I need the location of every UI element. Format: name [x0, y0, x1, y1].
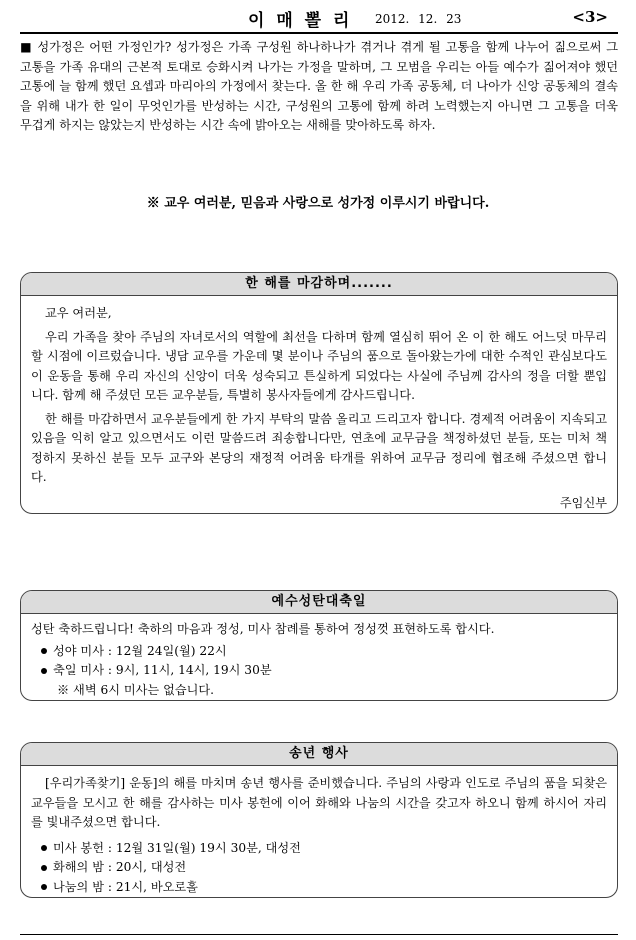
masthead-title: 이 매 뽈 리	[248, 11, 353, 31]
signature: 주임신부	[559, 495, 607, 510]
christmas-note: ※ 새벽 6시 미사는 없습니다.	[57, 682, 215, 697]
year-end-event-box	[20, 742, 618, 898]
bullet-icon	[41, 865, 47, 871]
christmas-title: 예수성탄대축일	[21, 591, 617, 614]
year-end-event-title: 송년 행사	[21, 743, 617, 766]
bullet-icon	[41, 884, 47, 890]
intro-closing: ※ 교우 여러분, 믿음과 사랑으로 성가정 이루시기 바랍니다.	[146, 196, 490, 211]
year-end-event-list	[31, 839, 607, 898]
list-item: 축일 미사 : 9시, 11시, 14시, 19시 30분	[41, 661, 607, 681]
list-item: 미사 봉헌 : 12월 31일(월) 19시 30분, 대성전	[41, 839, 607, 859]
footer-rule	[20, 934, 618, 935]
year-end-message-box	[20, 272, 618, 514]
christmas-mass-list	[31, 642, 607, 701]
christmas-intro: 성탄 축하드립니다! 축하의 마음과 정성, 미사 참례를 통하여 정성껏 표현하도록 합시다.	[31, 622, 495, 636]
year-end-event-intro: [우리가족찾기] 운동]의 해를 마치며 송년 행사를 준비했습니다. 주님의 사랑과 인도로 주님의 품을 되찾은 교우들을 모시고 한 해를 감사하는 미사 봉헌에 이어 화해와 나눔의 시간을 갖고자 하오니 함께 하시어 자리를 빛내주셨으면 합니다.	[31, 776, 607, 829]
year-end-paragraph-1: 우리 가족을 찾아 주님의 자녀로서의 역할에 최선을 다하며 함께 열심히 뛰어 온 이 한 해도 어느덧 마무리할 시점에 이르렀습니다. 냉담 교우를 가운데 몇 분이나 주님의 품으로 돌아왔는가에 대한 수적인 관심보다도 이 운동을 통해 우리 자신의 신앙이 더욱 성숙되고 튼실하게 되었다는 사실에 주님께 감사의 정을 더할 뿐입니다. 함께 해 주셨던 모든 교우분들, 특별히 봉사자들에게 감사드립니다.	[31, 329, 607, 402]
year-end-message-title: 한 해를 마감하며.......	[21, 273, 617, 296]
issue-date: 2012. 12. 23	[375, 12, 462, 26]
list-item: 성야 미사 : 12월 24일(월) 22시	[41, 642, 607, 662]
bullet-icon	[41, 648, 47, 654]
page-number: <3>	[572, 8, 608, 26]
bullet-icon	[41, 845, 47, 851]
page-header	[20, 4, 618, 32]
list-item: 화해의 밤 : 20시, 대성전	[41, 858, 607, 878]
christmas-box	[20, 590, 618, 701]
list-item: 나눔의 밤 : 21시, 바오로홀	[41, 878, 607, 898]
bullet-icon	[41, 668, 47, 674]
year-end-paragraph-2: 한 해를 마감하면서 교우분들에게 한 가지 부탁의 말씀 올리고 드리고자 합니다. 경제적 어려움이 지속되고 있음을 익히 알고 있으면서도 이런 말씀드려 죄송합니다만, 연초에 교무금을 책정하셨던 분들, 또는 미처 책정하지 못하신 분들 모두 교구와 본당의 재정적 어려움 타개를 위하여 교무금 정리에 협조해 주셨으면 합니다.	[31, 411, 607, 484]
header-rule	[20, 32, 618, 34]
year-end-greeting: 교우 여러분,	[45, 306, 112, 320]
intro-paragraph: ■ 성가정은 어떤 가정인가? 성가정은 가족 구성원 하나하나가 겪거나 겪게 될 고통을 함께 나누어 짊으로써 그 고통을 가족 유대의 근본적 토대로 승화시켜 나가는 가정을 말하며, 그 모범을 우리는 아들 예수가 짊어져야 했던 고통에 늘 함께 했던 요셉과 마리아의 가정에서 찾는다. 올 한 해 우리 가족 공동체, 더 나아가 신앙 공동체의 결속을 위해 내가 한 일이 무엇인가를 반성하는 시간, 구성원의 고통에 함께 하려 노력했는지 아니면 그 고통을 더욱 무겁게 하지는 않았는지 반성하는 시간 속에 밝아오는 새해를 맞아하도록 하자.	[20, 40, 618, 132]
